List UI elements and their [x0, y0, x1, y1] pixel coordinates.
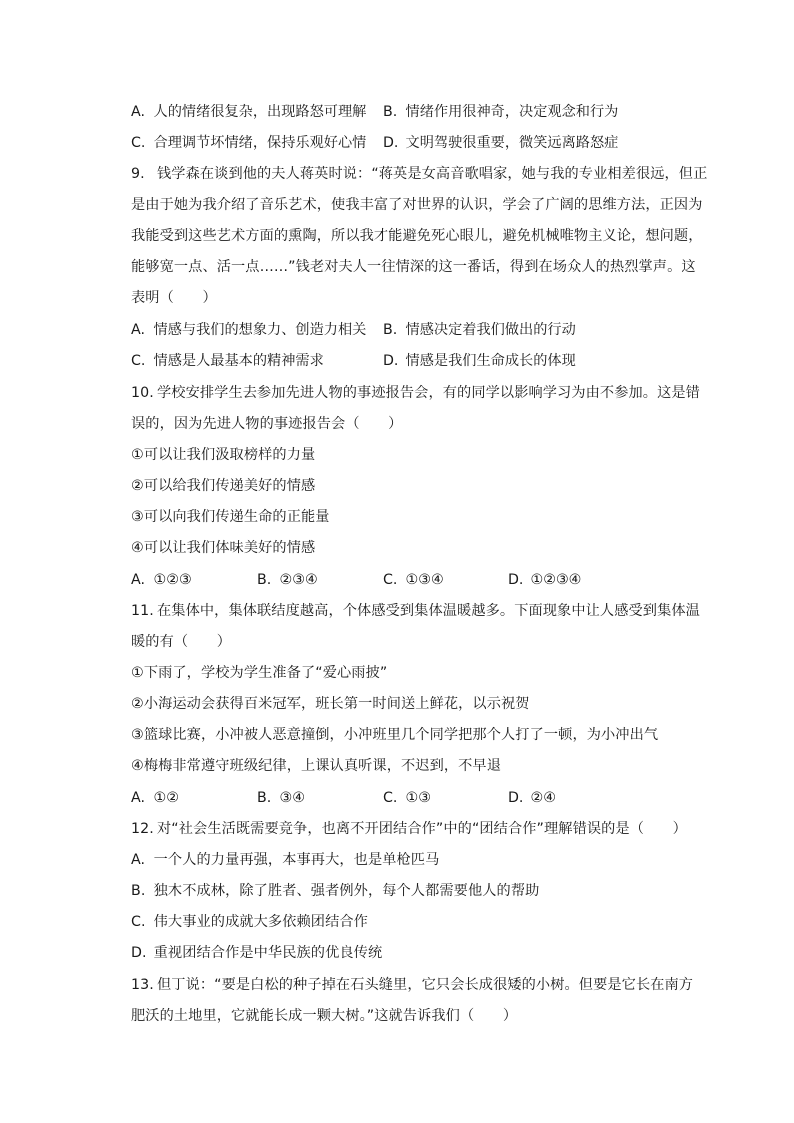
q10-stem-line: 误的，因为先进人物的事迹报告会（ ）	[131, 416, 403, 432]
q11-statement: ④梅梅非常遵守班级纪律，上课认真听课，不迟到，不早退	[131, 758, 502, 774]
q8-option-a: A. 人的情绪很复杂，出现路怒可理解	[131, 104, 367, 120]
q9-option-c: C. 情感是人最基本的精神需求	[131, 353, 324, 369]
q10-statement: ①可以让我们汲取榜样的力量	[131, 447, 316, 463]
q9-stem-line: 能够宽一点、活一点……”钱老对夫人一往情深的这一番话，得到在场众人的热烈掌声。这	[131, 259, 696, 275]
q10-option-a: A. ①②③	[131, 572, 192, 588]
q9-option-a: A. 情感与我们的想象力、创造力相关	[131, 322, 367, 338]
q8-option-b: B. 情绪作用很神奇，决定观念和行为	[383, 104, 619, 120]
q9-stem-line: 我能受到这些艺术方面的熏陶，所以我才能避免死心眼儿，避免机械唯物主义论，想问题，	[131, 228, 703, 244]
q11-statement: ③篮球比赛，小冲被人恶意撞倒，小冲班里几个同学把那个人打了一顿，为小冲出气	[131, 727, 659, 743]
q9-number: 9.	[131, 166, 145, 182]
q12-option-b: B. 独木不成林，除了胜者、强者例外，每个人都需要他人的帮助	[131, 883, 540, 899]
q10-statement: ④可以让我们体味美好的情感	[131, 540, 316, 556]
q11-option-d: D. ②④	[508, 790, 556, 806]
q9-option-b: B. 情感决定着我们做出的行动	[383, 322, 576, 338]
q8-option-d: D. 文明驾驶很重要，微笑远离路怒症	[383, 135, 619, 151]
q10-option-c: C. ①③④	[383, 572, 444, 588]
q12-stem-line: 12. 对“社会生活既需要竞争，也离不开团结合作”中的“团结合作”理解错误的是（ ）	[131, 821, 687, 837]
q10-statement: ②可以给我们传递美好的情感	[131, 478, 316, 494]
q10-stem-line: 10. 学校安排学生去参加先进人物的事迹报告会，有的同学以影响学习为由不参加。这是错	[131, 385, 700, 401]
q11-stem-line: 11. 在集体中，集体联结度越高，个体感受到集体温暖越多。下面现象中让人感受到集体温	[131, 603, 700, 619]
q13-stem-line: 13. 但丁说：“要是白松的种子掉在石头缝里，它只会长成很矮的小树。但要是它长在南方	[131, 977, 694, 993]
q11-option-c: C. ①③	[383, 790, 431, 806]
q9-option-d: D. 情感是我们生命成长的体现	[383, 353, 576, 369]
q11-option-b: B. ③④	[257, 790, 305, 806]
q13-stem-line: 肥沃的土地里，它就能长成一颗大树。”这就告诉我们（ ）	[131, 1008, 518, 1024]
q11-statement: ①下雨了，学校为学生准备了“爱心雨披”	[131, 665, 388, 681]
q12-option-a: A. 一个人的力量再强，本事再大，也是单枪匹马	[131, 852, 440, 868]
q11-statement: ②小海运动会获得百米冠军，班长第一时间送上鲜花，以示祝贺	[131, 696, 530, 712]
q13-number: 13.	[131, 977, 154, 993]
q10-number: 10.	[131, 385, 154, 401]
q11-option-a: A. ①②	[131, 790, 179, 806]
q11-stem-line: 暖的有（ ）	[131, 634, 232, 650]
q10-option-b: B. ②③④	[257, 572, 318, 588]
q11-number: 11.	[131, 603, 154, 619]
q10-statement: ③可以向我们传递生命的正能量	[131, 509, 330, 525]
q12-number: 12.	[131, 821, 154, 837]
q12-option-d: D. 重视团结合作是中华民族的优良传统	[131, 945, 383, 961]
q12-option-c: C. 伟大事业的成就大多依赖团结合作	[131, 914, 368, 930]
q9-stem-line: 是由于她为我介绍了音乐艺术，使我丰富了对世界的认识，学会了广阔的思维方法，正因为	[131, 197, 703, 213]
q9-stem-line: 9. 钱学森在谈到他的夫人蒋英时说：“蒋英是女高音歌唱家，她与我的专业相差很远，但正	[131, 166, 708, 182]
q10-option-d: D. ①②③④	[508, 572, 582, 588]
q8-option-c: C. 合理调节坏情绪，保持乐观好心情	[131, 135, 367, 151]
q9-stem-line: 表明（ ）	[131, 290, 217, 306]
